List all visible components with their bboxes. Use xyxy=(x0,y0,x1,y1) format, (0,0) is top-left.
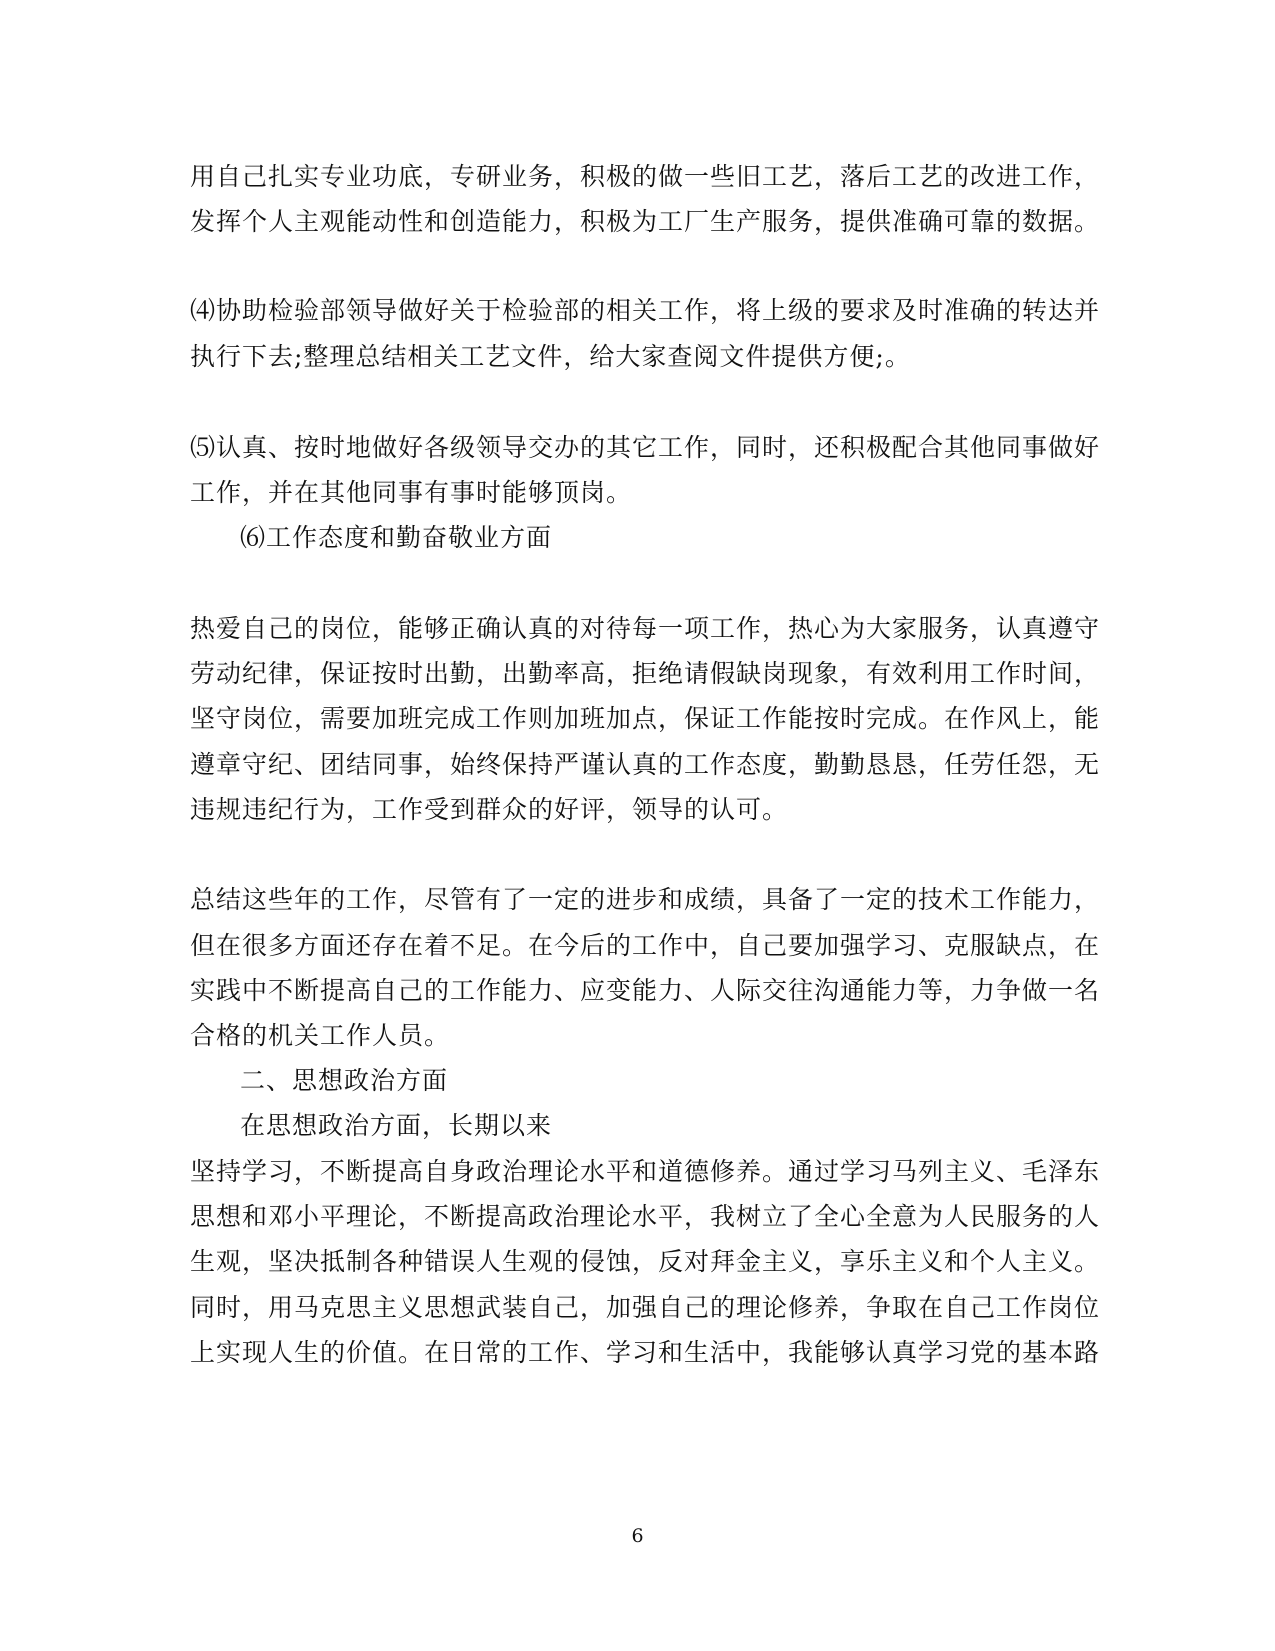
text-line: ⑸认真、按时地做好各级领导交办的其它工作，同时，还积极配合其他同事做好 xyxy=(190,433,1101,462)
page-number: 6 xyxy=(631,1525,644,1547)
text-line: 遵章守纪、团结同事，始终保持严谨认真的工作态度，勤勤恳恳，任劳任怨，无 xyxy=(190,750,1101,779)
text-line: ⑷协助检验部领导做好关于检验部的相关工作，将上级的要求及时准确的转达并 xyxy=(190,296,1101,325)
text-line: 工作，并在其他同事有事时能够顶岗。 xyxy=(190,478,633,507)
section-heading: 二、思想政治方面 xyxy=(240,1066,449,1095)
text-line: 生观，坚决抵制各种错误人生观的侵蚀，反对拜金主义，享乐主义和个人主义。 xyxy=(190,1247,1101,1276)
text-line: 发挥个人主观能动性和创造能力，积极为工厂生产服务，提供准确可靠的数据。 xyxy=(190,207,1101,236)
section-heading: ⑹工作态度和勤奋敬业方面 xyxy=(240,523,553,552)
text-line: 上实现人生的价值。在日常的工作、学习和生活中，我能够认真学习党的基本路 xyxy=(190,1338,1101,1367)
text-line: 违规违纪行为，工作受到群众的好评，领导的认可。 xyxy=(190,795,789,824)
text-line: 合格的机关工作人员。 xyxy=(190,1021,451,1050)
text-line: 实践中不断提高自己的工作能力、应变能力、人际交往沟通能力等，力争做一名 xyxy=(190,976,1101,1005)
text-line: 坚守岗位，需要加班完成工作则加班加点，保证工作能按时完成。在作风上，能 xyxy=(190,704,1101,733)
text-line: 热爱自己的岗位，能够正确认真的对待每一项工作，热心为大家服务，认真遵守 xyxy=(190,614,1101,643)
text-line: 但在很多方面还存在着不足。在今后的工作中，自己要加强学习、克服缺点，在 xyxy=(190,931,1101,960)
text-line: 劳动纪律，保证按时出勤，出勤率高，拒绝请假缺岗现象，有效利用工作时间， xyxy=(190,659,1101,688)
text-line: 同时，用马克思主义思想武装自己，加强自己的理论修养，争取在自己工作岗位 xyxy=(190,1293,1101,1322)
text-line: 坚持学习，不断提高自身政治理论水平和道德修养。通过学习马列主义、毛泽东 xyxy=(190,1157,1101,1186)
text-line: 用自己扎实专业功底，专研业务，积极的做一些旧工艺，落后工艺的改进工作， xyxy=(190,162,1101,191)
text-line: 总结这些年的工作，尽管有了一定的进步和成绩，具备了一定的技术工作能力， xyxy=(190,885,1101,914)
text-line: 执行下去;整理总结相关工艺文件，给大家查阅文件提供方便;。 xyxy=(190,342,911,371)
text-line: 在思想政治方面，长期以来 xyxy=(240,1111,553,1140)
text-line: 思想和邓小平理论，不断提高政治理论水平，我树立了全心全意为人民服务的人 xyxy=(190,1202,1101,1231)
